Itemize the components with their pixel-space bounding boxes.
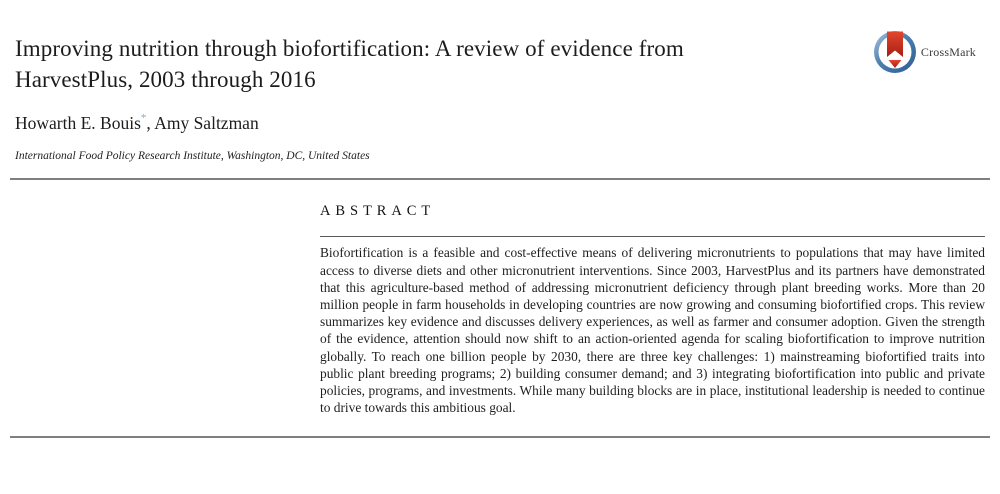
abstract-divider [320,236,985,238]
crossmark-badge[interactable] [873,30,976,74]
article-header [0,0,1000,162]
abstract-section [320,180,985,417]
author-separator: , [146,112,155,133]
abstract-text: Biofortification is a feasible and cost-effective means of delivering micronutrients to populations that may have limited access to diverse diets and other micronutrient interventions. Since 2003, HarvestPlus and its partners have demonstrated that this agriculture-based method of addressing micronutrient deficiency through plant breeding works. More than 20 million people in farm households in developing countries are now growing and consuming biofortified crops. This review summarizes key evidence and discusses delivery experiences, as well as farmer and consumer adoption. Given the strength of the evidence, attention should now shift to an action-oriented agenda for scaling biofortification to improve nutrition globally. To reach one billion people by 2030, there are three key challenges: 1) mainstreaming biofortified traits into public plant breeding programs; 2) building consumer demand; and 3) integrating biofortification into public and private policies, programs, and investments. While many building blocks are in place, institutional leadership is needed to continue to drive towards this ambitious goal. [320,245,985,416]
article-info-column [0,180,320,417]
article-title-line1: Improving nutrition through biofortification: A review of evidence from [15,36,684,61]
corresponding-author-marker: * [140,112,147,124]
crossmark-icon [873,30,917,74]
footer-divider [10,436,990,438]
author-name-1: Howarth E. Bouis [15,112,141,133]
affiliation: International Food Policy Research Institute, Washington, DC, United States [15,149,370,162]
article-title-line2: HarvestPlus, 2003 through 2016 [15,67,316,92]
article-title [15,33,860,95]
author-line [15,108,985,134]
crossmark-label: CrossMark [920,44,976,59]
abstract-heading: ABSTRACT [320,202,436,219]
content-area [0,180,1000,417]
author-name-2: Amy Saltzman [154,112,259,133]
